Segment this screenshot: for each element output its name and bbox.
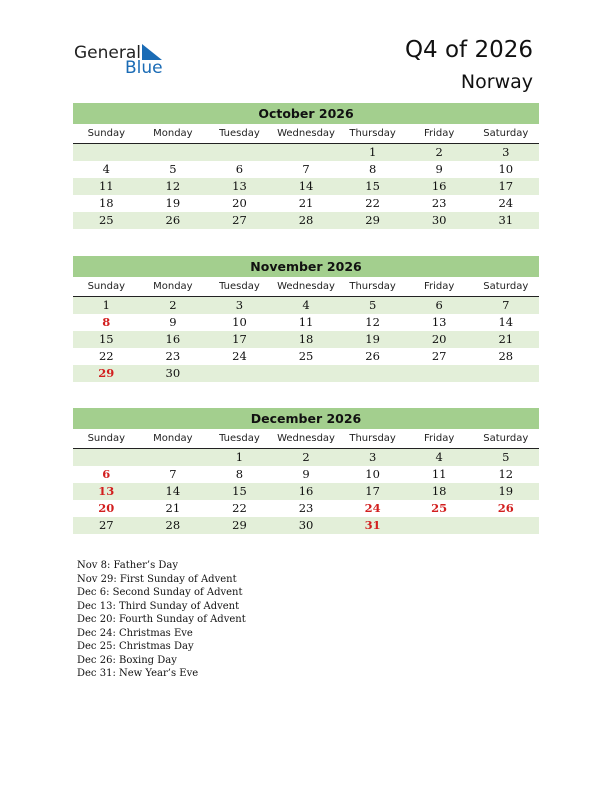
month-calendar-october (73, 103, 539, 229)
date-cell: 9 (169, 315, 177, 329)
country-name: Norway (460, 71, 533, 93)
holiday-date-cell: 31 (364, 518, 381, 532)
date-cell: 10 (232, 315, 247, 329)
date-cell: 28 (298, 213, 314, 227)
date-cell: 12 (498, 467, 514, 481)
holiday-list-item: Dec 25: Christmas Day (77, 641, 194, 652)
date-cell: 5 (368, 298, 377, 312)
date-cell: 10 (365, 467, 380, 481)
date-cell: 1 (102, 298, 110, 312)
week-row (73, 517, 539, 534)
date-cell: 30 (165, 366, 181, 380)
date-cell: 15 (232, 484, 247, 498)
date-cell: 3 (502, 145, 510, 159)
date-cell: 16 (165, 332, 181, 346)
date-cell: 19 (365, 332, 380, 346)
weekday-label: Thursday (349, 433, 396, 444)
date-cell: 22 (98, 349, 114, 363)
holiday-list-item: Dec 13: Third Sunday of Advent (77, 600, 240, 612)
date-cell: 16 (298, 484, 314, 498)
date-cell: 9 (302, 467, 310, 481)
weekday-label: Thursday (349, 128, 396, 139)
week-row (73, 348, 539, 365)
date-cell: 25 (298, 349, 314, 363)
date-cell (206, 144, 273, 161)
date-cell: 18 (98, 196, 114, 210)
week-row (73, 449, 539, 466)
weekday-header-row (73, 125, 539, 144)
date-cell: 14 (498, 315, 514, 329)
date-cell (73, 144, 140, 161)
month-calendar-november (73, 256, 539, 382)
date-cell: 18 (298, 332, 314, 346)
date-cell: 1 (235, 450, 244, 464)
holiday-date-cell: 25 (431, 501, 448, 515)
date-cell: 6 (235, 162, 244, 176)
date-cell: 12 (365, 315, 380, 329)
date-cell: 21 (298, 196, 314, 210)
date-cell: 4 (435, 450, 443, 464)
date-cell: 21 (498, 332, 514, 346)
date-cell: 19 (165, 196, 181, 210)
date-cell: 15 (98, 332, 114, 346)
date-cell (472, 517, 539, 534)
date-cell: 4 (102, 162, 110, 176)
date-cell: 16 (431, 179, 447, 193)
holiday-date-cell: 26 (497, 501, 514, 515)
week-row (73, 297, 539, 314)
holiday-list-item: Dec 24: Christmas Eve (77, 627, 193, 639)
date-cell: 21 (165, 501, 181, 515)
holiday-list-item: Nov 8: Father’s Day (77, 560, 179, 571)
date-cell (206, 365, 273, 382)
date-cell: 24 (498, 196, 514, 210)
weekday-label: Sunday (87, 433, 125, 444)
date-cell: 8 (235, 467, 244, 481)
holiday-list-item: Dec 31: New Year’s Eve (77, 668, 199, 679)
date-cell: 22 (365, 196, 380, 210)
date-cell: 14 (165, 484, 181, 498)
weekday-label: Tuesday (219, 128, 260, 139)
week-row (73, 483, 539, 500)
date-cell: 27 (98, 518, 114, 532)
date-cell: 10 (498, 162, 514, 176)
holiday-list (77, 559, 246, 681)
date-cell: 7 (169, 467, 177, 481)
logo-text-general: General (74, 43, 141, 63)
holiday-date-cell: 20 (98, 501, 115, 515)
week-row (73, 161, 539, 178)
date-cell: 1 (368, 145, 377, 159)
week-row (73, 500, 539, 517)
weekday-label: Saturday (483, 433, 529, 444)
date-cell: 18 (431, 484, 447, 498)
weekday-label: Friday (424, 433, 455, 444)
weekday-label: Thursday (349, 281, 396, 292)
weekday-label: Sunday (87, 281, 125, 292)
date-cell: 19 (498, 484, 514, 498)
month-calendar-december (73, 408, 539, 534)
date-cell: 11 (298, 315, 314, 329)
date-cell: 17 (365, 484, 380, 498)
date-cell: 29 (365, 213, 380, 227)
date-cell: 3 (235, 298, 244, 312)
date-cell: 12 (165, 179, 181, 193)
date-cell: 28 (165, 518, 181, 532)
date-cell: 17 (232, 332, 247, 346)
date-cell: 7 (502, 298, 510, 312)
weekday-label: Monday (153, 433, 193, 444)
week-row (73, 212, 539, 229)
weekday-label: Tuesday (219, 433, 260, 444)
week-row (73, 365, 539, 382)
date-cell: 26 (365, 349, 380, 363)
logo-text-blue: Blue (125, 58, 163, 78)
holiday-date-cell: 13 (98, 484, 115, 498)
holiday-date-cell: 29 (98, 366, 115, 380)
date-cell: 5 (502, 450, 510, 464)
date-cell: 14 (298, 179, 314, 193)
date-cell: 24 (232, 349, 247, 363)
date-cell: 28 (498, 349, 514, 363)
date-cell (73, 449, 140, 466)
date-cell: 20 (232, 196, 247, 210)
weekday-label: Tuesday (219, 281, 260, 292)
date-cell: 6 (435, 298, 443, 312)
weekday-header-row (73, 430, 539, 449)
month-title: October 2026 (73, 103, 539, 124)
date-cell (140, 449, 207, 466)
date-cell: 7 (302, 162, 310, 176)
week-row (73, 195, 539, 212)
weekday-label: Friday (424, 128, 455, 139)
week-row (73, 466, 539, 483)
date-cell: 22 (232, 501, 247, 515)
holiday-list-item: Dec 6: Second Sunday of Advent (77, 587, 243, 598)
date-cell (406, 517, 473, 534)
holiday-list-item: Dec 26: Boxing Day (77, 654, 177, 666)
weekday-label: Wednesday (277, 281, 335, 292)
holiday-date-cell: 8 (102, 315, 111, 329)
date-cell: 30 (431, 213, 447, 227)
weekday-label: Wednesday (277, 433, 335, 444)
date-cell: 29 (232, 518, 247, 532)
weekday-label: Friday (424, 281, 455, 292)
holiday-date-cell: 6 (102, 467, 111, 481)
weekday-header-row (73, 278, 539, 297)
logo (74, 43, 174, 77)
date-cell: 2 (302, 450, 310, 464)
weekday-label: Sunday (87, 128, 125, 139)
holiday-date-cell: 24 (364, 501, 381, 515)
date-cell: 13 (431, 315, 447, 329)
date-cell: 27 (232, 213, 247, 227)
page-title: Q4 of 2026 (404, 37, 533, 63)
date-cell: 8 (368, 162, 377, 176)
date-cell (140, 144, 207, 161)
date-cell: 27 (431, 349, 447, 363)
week-row (73, 178, 539, 195)
date-cell: 23 (431, 196, 447, 210)
date-cell: 11 (431, 467, 447, 481)
date-cell: 30 (298, 518, 314, 532)
week-row (73, 314, 539, 331)
date-cell: 15 (365, 179, 380, 193)
date-cell: 2 (169, 298, 177, 312)
month-title: December 2026 (73, 408, 539, 429)
weekday-label: Monday (153, 281, 193, 292)
week-row (73, 331, 539, 348)
date-cell (273, 144, 340, 161)
date-cell: 11 (98, 179, 114, 193)
date-cell: 5 (169, 162, 177, 176)
month-title: November 2026 (73, 256, 539, 277)
date-cell: 20 (431, 332, 447, 346)
date-cell (472, 365, 539, 382)
holiday-list-item: Dec 20: Fourth Sunday of Advent (77, 614, 246, 625)
date-cell (273, 365, 340, 382)
date-cell: 13 (232, 179, 247, 193)
date-cell: 26 (165, 213, 181, 227)
date-cell: 4 (302, 298, 310, 312)
date-cell: 25 (98, 213, 114, 227)
date-cell (406, 365, 473, 382)
weekday-label: Saturday (483, 128, 529, 139)
date-cell: 17 (498, 179, 514, 193)
date-cell (339, 365, 406, 382)
weekday-label: Saturday (483, 281, 529, 292)
date-cell: 31 (498, 213, 514, 227)
date-cell: 23 (165, 349, 181, 363)
date-cell: 3 (368, 450, 377, 464)
weekday-label: Wednesday (277, 128, 335, 139)
weekday-label: Monday (153, 128, 193, 139)
week-row (73, 144, 539, 161)
date-cell: 9 (435, 162, 443, 176)
holiday-list-item: Nov 29: First Sunday of Advent (77, 573, 237, 585)
date-cell: 23 (298, 501, 314, 515)
date-cell: 2 (435, 145, 443, 159)
